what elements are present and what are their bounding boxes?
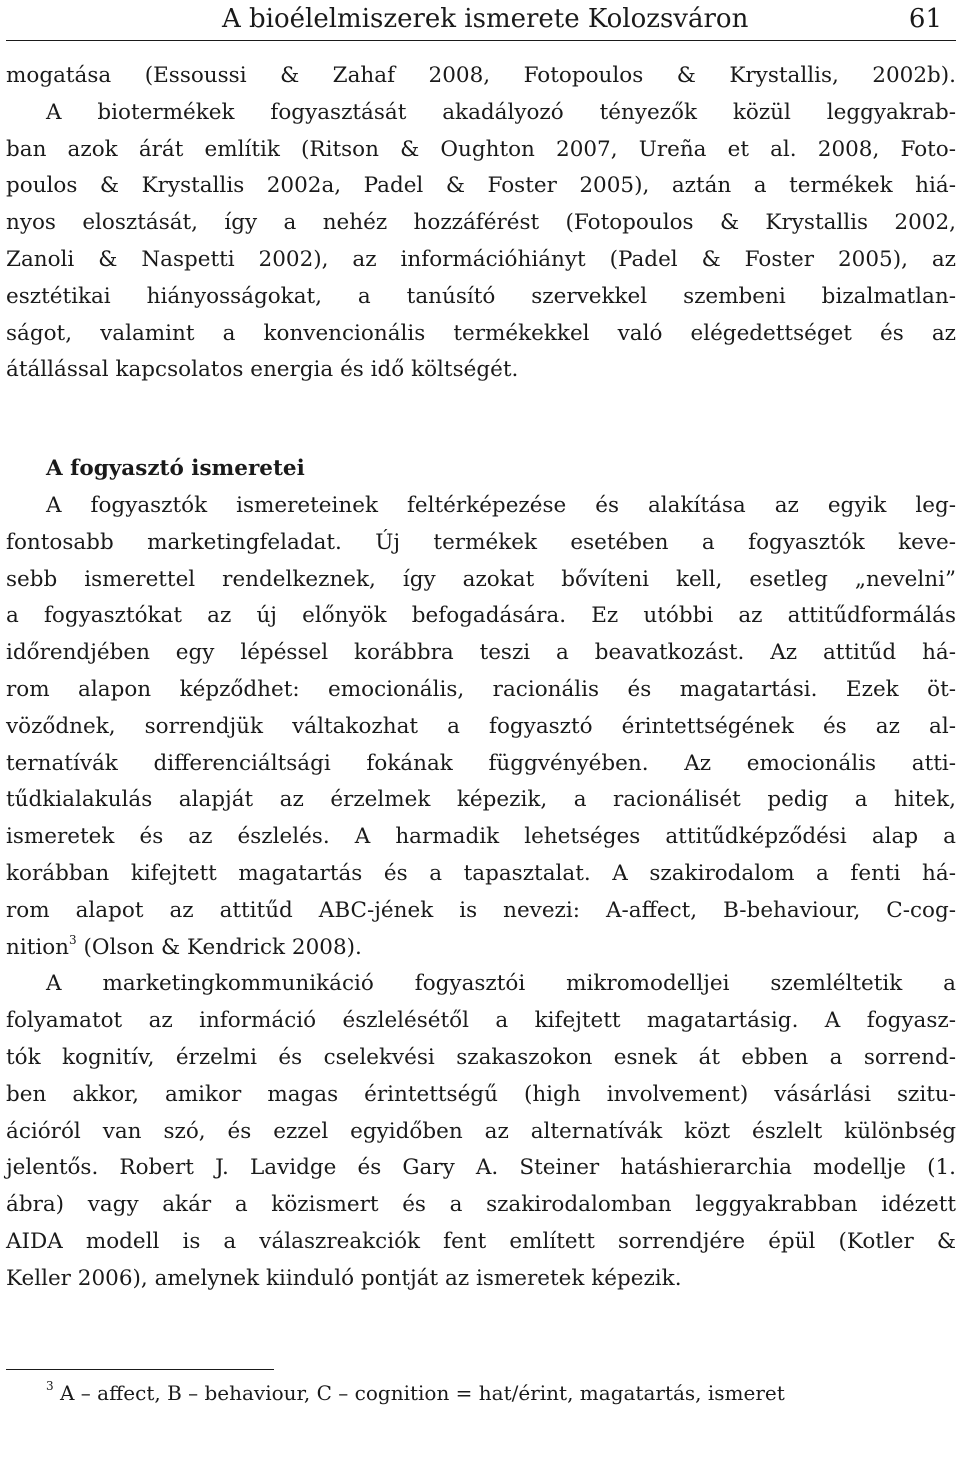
text-line: vöződnek, sorrendjük váltakozhat a fogyasztó érintettségének és az al-	[6, 713, 956, 739]
footnote-text: A – affect, B – behaviour, C – cognition = hat/érint, magatartás, ismeret	[60, 1381, 785, 1405]
text-line: folyamatot az információ észlelésétől a kifejtett magatartásig. A fogyasz-	[6, 1008, 956, 1034]
footnote-divider	[6, 1369, 274, 1370]
text-line: ban azok árát említik (Ritson & Oughton 2007, Ureña et al. 2008, Foto-	[6, 136, 956, 162]
text-line: Keller 2006), amelynek kiinduló pontját az ismeretek képezik.	[6, 1265, 682, 1291]
text-line: sebb ismerettel rendelkeznek, így azokat bővíteni kell, esetleg „nevelni”	[6, 566, 956, 592]
text-line: ságot, valamint a konvencionális termékekkel való elégedettséget és az	[6, 320, 956, 346]
text-line-with-footnote	[6, 930, 956, 967]
text-line: poulos & Krystallis 2002a, Padel & Foster 2005), aztán a termékek hiá-	[6, 173, 956, 199]
text-line: ismeretek és az észlelés. A harmadik lehetséges attitűdképződési alap a	[6, 824, 956, 850]
text-line: átállással kapcsolatos energia és idő költségét.	[6, 357, 519, 383]
section-body	[6, 488, 956, 1298]
text-line: nyos elosztását, így a nehéz hozzáférést (Fotopoulos & Krystallis 2002,	[6, 210, 956, 236]
footnote-reference[interactable]: 3	[69, 932, 77, 947]
text-line: ábra) vagy akár a közismert és a szakirodalomban leggyakrabban idézett	[6, 1192, 956, 1218]
text-line: korábban kifejtett magatartás és a tapasztalat. A szakirodalom a fenti há-	[6, 860, 956, 886]
text-line: rom alapon képződhet: emocionális, racionális és magatartási. Ezek öt-	[6, 676, 956, 702]
text-line: rom alapot az attitűd ABC-jének is nevezi: A-affect, B-behaviour, C-cog-	[6, 897, 956, 923]
text-fragment: (Olson & Kendrick 2008).	[76, 934, 362, 960]
text-line: ternatívák differenciáltsági fokának függvényében. Az emocionális atti-	[6, 750, 956, 776]
text-line: A biotermékek fogyasztását akadályozó tényezők közül leggyakrab-	[46, 99, 956, 125]
running-title: A bioélelmiszerek ismerete Kolozsváron	[222, 4, 749, 34]
text-line: ben akkor, amikor magas érintettségű (high involvement) vásárlási szitu-	[6, 1081, 956, 1107]
text-line: A fogyasztók ismereteinek feltérképezése és alakítása az egyik leg-	[46, 493, 956, 518]
footnote	[46, 1376, 785, 1410]
text-line: A marketingkommunikáció fogyasztói mikromodelljei szemléltetik a	[46, 971, 956, 997]
page-header	[6, 0, 956, 41]
text-line: AIDA modell is a válaszreakciók fent említett sorrendjére épül (Kotler &	[6, 1228, 956, 1254]
text-line: ációról van szó, és ezzel egyidőben az alternatívák közt észlelt különbség	[6, 1118, 956, 1144]
text-line: mogatása (Essoussi & Zahaf 2008, Fotopoulos & Krystallis, 2002b).	[6, 63, 956, 88]
text-line: fontosabb marketingfeladat. Új termékek esetében a fogyasztók keve-	[6, 529, 956, 555]
text-line: jelentős. Robert J. Lavidge és Gary A. Steiner hatáshierarchia modellje (1.	[6, 1155, 956, 1181]
paragraph-1	[6, 58, 956, 389]
text-line: tók kognitív, érzelmi és cselekvési szakaszokon esnek át ebben a sorrend-	[6, 1044, 956, 1070]
text-line: tűdkialakulás alapját az érzelmek képezik, a racionálisét pedig a hitek,	[6, 787, 956, 813]
page-number: 61	[908, 4, 942, 34]
text-fragment: nition	[6, 934, 70, 960]
footnote-number: 3	[46, 1379, 54, 1393]
text-line: a fogyasztókat az új előnyök befogadására. Ez utóbbi az attitűdformálás	[6, 603, 956, 629]
text-line: esztétikai hiányosságokat, a tanúsító szervekkel szembeni bizalmatlan-	[6, 283, 956, 309]
text-line: Zanoli & Naspetti 2002), az információhiányt (Padel & Foster 2005), az	[6, 246, 956, 272]
section-heading: A fogyasztó ismeretei	[46, 456, 305, 481]
text-line: időrendjében egy lépéssel korábbra teszi a beavatkozást. Az attitűd há-	[6, 640, 956, 666]
